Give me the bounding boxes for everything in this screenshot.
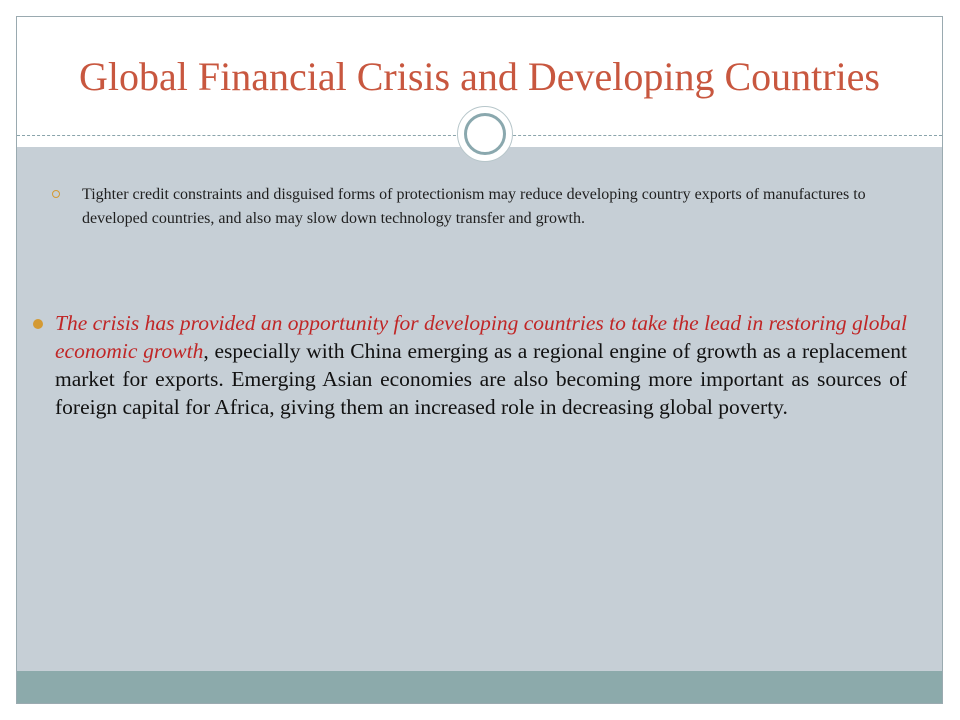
main-bullet-text xyxy=(55,309,907,421)
hollow-bullet-icon xyxy=(52,190,60,198)
filled-bullet-icon xyxy=(33,319,43,329)
slide-title: Global Financial Crisis and Developing Countries xyxy=(79,54,880,99)
sub-bullet xyxy=(52,183,892,231)
decorative-circle-icon xyxy=(457,106,513,162)
main-bullet-rest: , especially with China emerging as a regional engine of growth as a replacement market for exports. Emerging Asian economies are also becoming more important as sources of foreign capital for Africa, giving them an increased role in decreasing global poverty. xyxy=(55,339,907,419)
footer-bar xyxy=(17,671,942,704)
sub-bullet-text: Tighter credit constraints and disguised forms of protectionism may reduce developing country exports of manufactures to developed countries, and also may slow down technology transfer and growth. xyxy=(82,186,866,227)
highlighted-phrase: The crisis has provided an opportunity for developing countries to take the lead in restoring global economic growth xyxy=(55,311,907,363)
main-bullet xyxy=(33,309,907,421)
decorative-ring xyxy=(464,113,506,155)
